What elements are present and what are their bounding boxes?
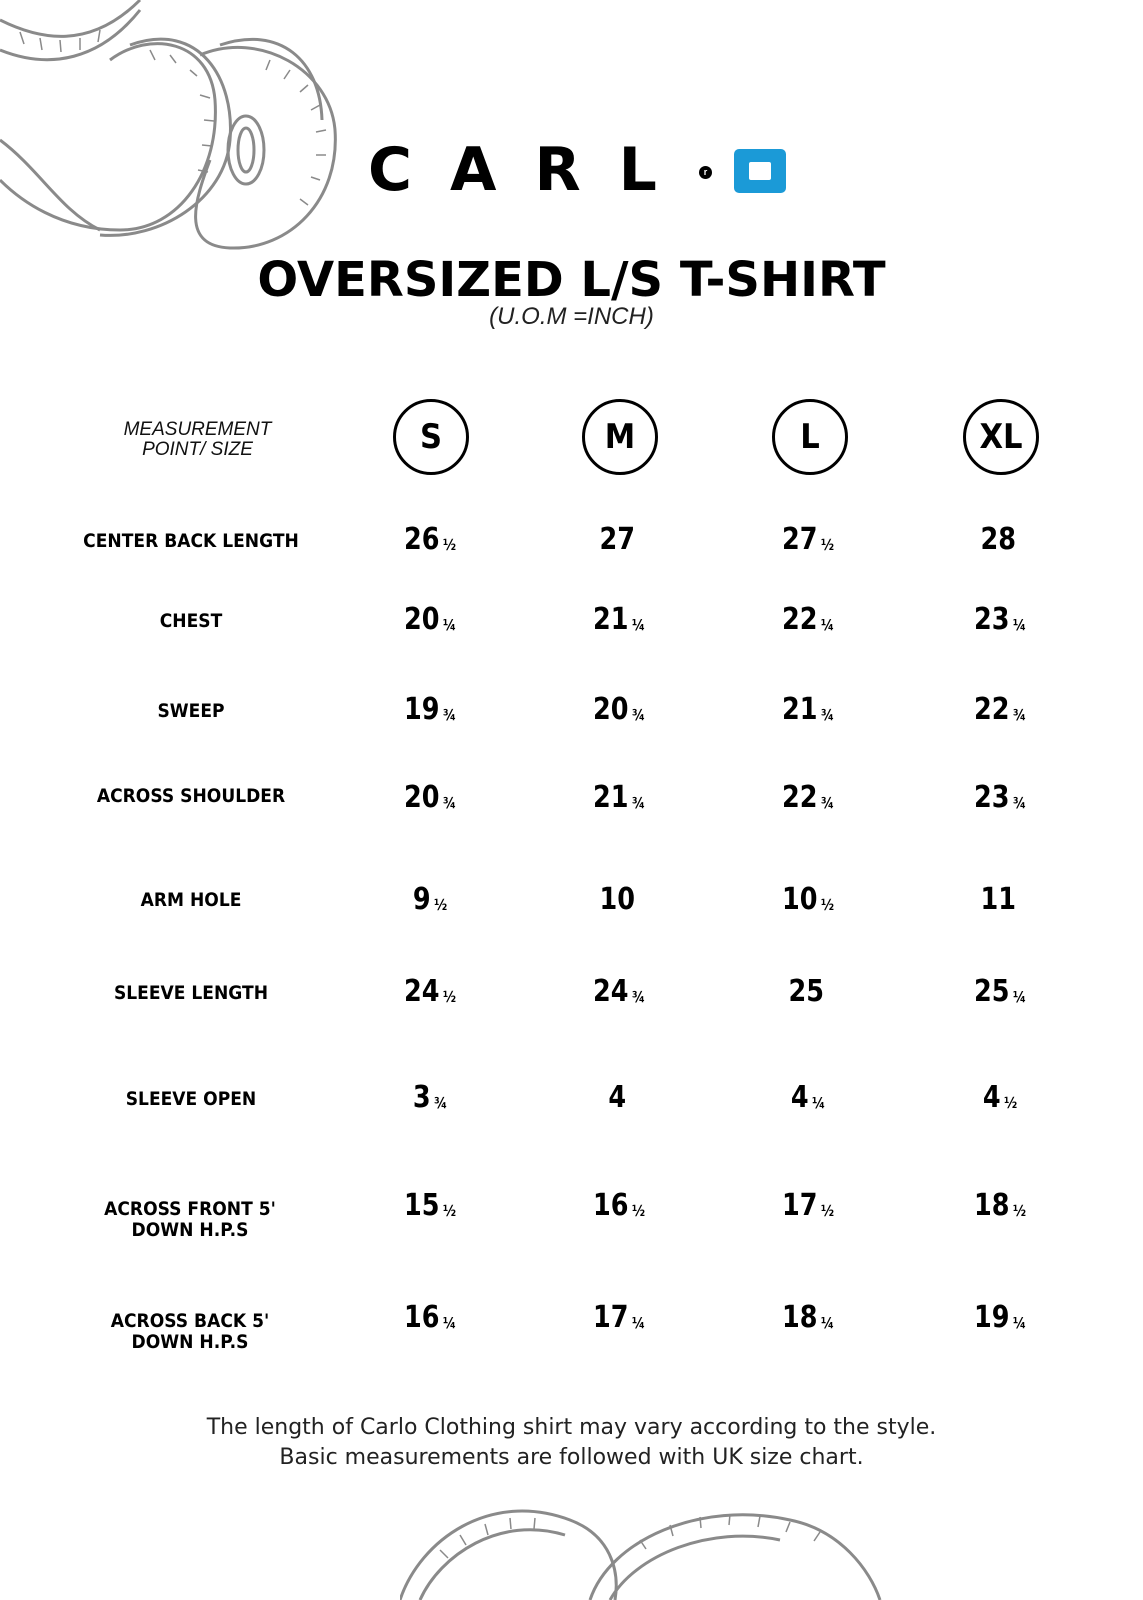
table-cell xyxy=(757,604,859,641)
cell-value: 4 xyxy=(790,1080,809,1115)
cell-value: 10 xyxy=(781,882,818,917)
cell-fraction: ½ xyxy=(631,1202,646,1220)
footer-line-1: The length of Carlo Clothing shirt may vary according to the style. xyxy=(206,1415,937,1440)
table-cell xyxy=(379,1082,481,1119)
cell-value: 20 xyxy=(403,602,440,637)
cell-value: 17 xyxy=(592,1300,629,1335)
cell-fraction: ¾ xyxy=(631,988,646,1006)
cell-value: 21 xyxy=(592,602,629,637)
cell-fraction: ½ xyxy=(820,536,835,554)
brand-logo-o-mark xyxy=(734,149,786,193)
cell-value: 10 xyxy=(599,882,636,917)
cell-fraction: ½ xyxy=(433,896,448,914)
cell-value: 26 xyxy=(403,522,440,557)
table-cell xyxy=(379,524,481,561)
table-cell xyxy=(757,782,859,819)
table-cell xyxy=(757,884,859,921)
cell-fraction: ½ xyxy=(442,536,457,554)
cell-value: 11 xyxy=(980,882,1017,917)
cell-value: 21 xyxy=(781,692,818,727)
cell-value: 27 xyxy=(599,522,636,557)
cell-fraction: ¼ xyxy=(1012,988,1027,1006)
row-label: ARM HOLE xyxy=(140,889,242,911)
cell-value: 20 xyxy=(592,692,629,727)
footer-note xyxy=(0,1413,1143,1473)
size-s-badge: S xyxy=(393,399,469,475)
cell-value: 22 xyxy=(781,602,818,637)
measurement-point-header: MEASUREMENT POINT/ SIZE xyxy=(123,419,272,460)
cell-fraction: ¾ xyxy=(442,706,457,724)
cell-value: 22 xyxy=(781,780,818,815)
table-cell xyxy=(757,524,859,561)
table-cell xyxy=(949,604,1051,641)
cell-fraction: ¾ xyxy=(1012,706,1027,724)
row-label: ACROSS SHOULDER xyxy=(96,785,286,807)
table-cell xyxy=(379,782,481,819)
cell-fraction: ½ xyxy=(1003,1094,1018,1112)
table-cell xyxy=(568,782,670,819)
cell-fraction: ¾ xyxy=(442,794,457,812)
footer-line-2: Basic measurements are followed with UK size chart. xyxy=(279,1445,864,1470)
table-cell xyxy=(757,694,859,731)
cell-fraction: ¾ xyxy=(1012,794,1027,812)
row-label: SWEEP xyxy=(157,700,225,722)
page-title: OVERSIZED L/S T-SHIRT xyxy=(257,252,886,308)
size-l-badge: L xyxy=(772,399,848,475)
size-m-badge: M xyxy=(582,399,658,475)
cell-fraction: ¼ xyxy=(811,1094,826,1112)
row-label: ACROSS FRONT 5' DOWN H.P.S xyxy=(104,1198,276,1241)
table-cell xyxy=(379,1302,481,1339)
cell-value: 4 xyxy=(608,1080,627,1115)
cell-value: 20 xyxy=(403,780,440,815)
table-cell xyxy=(568,884,670,921)
cell-value: 28 xyxy=(980,522,1017,557)
table-cell xyxy=(568,1190,670,1227)
cell-fraction: ¼ xyxy=(442,616,457,634)
table-cell xyxy=(949,1190,1051,1227)
cell-value: 17 xyxy=(781,1188,818,1223)
cell-fraction: ½ xyxy=(442,988,457,1006)
cell-value: 24 xyxy=(592,974,629,1009)
table-cell xyxy=(568,524,670,561)
brand-logo-dot: r xyxy=(699,166,712,179)
table-cell xyxy=(568,1082,670,1119)
cell-fraction: ¼ xyxy=(442,1314,457,1332)
row-label: CHEST xyxy=(159,610,223,632)
cell-value: 3 xyxy=(412,1080,431,1115)
table-cell xyxy=(757,1190,859,1227)
cell-value: 18 xyxy=(973,1188,1010,1223)
table-cell xyxy=(757,976,859,1013)
table-cell xyxy=(949,884,1051,921)
measuring-tape-illustration-bottom xyxy=(400,1500,900,1600)
cell-value: 16 xyxy=(592,1188,629,1223)
table-cell xyxy=(949,1082,1051,1119)
cell-fraction: ¼ xyxy=(1012,1314,1027,1332)
table-cell xyxy=(949,524,1051,561)
row-label: ACROSS BACK 5' DOWN H.P.S xyxy=(110,1310,270,1353)
cell-value: 27 xyxy=(781,522,818,557)
row-label: SLEEVE OPEN xyxy=(125,1088,257,1110)
cell-fraction: ¼ xyxy=(820,1314,835,1332)
cell-value: 18 xyxy=(781,1300,818,1335)
cell-value: 22 xyxy=(973,692,1010,727)
cell-value: 19 xyxy=(403,692,440,727)
cell-fraction: ¼ xyxy=(631,1314,646,1332)
cell-fraction: ¾ xyxy=(820,794,835,812)
row-label: SLEEVE LENGTH xyxy=(113,982,269,1004)
table-cell xyxy=(379,604,481,641)
table-cell xyxy=(757,1082,859,1119)
table-cell xyxy=(949,694,1051,731)
table-cell xyxy=(949,976,1051,1013)
table-cell xyxy=(379,884,481,921)
table-cell xyxy=(568,604,670,641)
unit-of-measure: (U.O.M =INCH) xyxy=(489,303,654,330)
cell-value: 19 xyxy=(973,1300,1010,1335)
cell-fraction: ¾ xyxy=(631,794,646,812)
table-cell xyxy=(949,1302,1051,1339)
cell-fraction: ½ xyxy=(442,1202,457,1220)
cell-fraction: ½ xyxy=(1012,1202,1027,1220)
cell-value: 21 xyxy=(592,780,629,815)
cell-value: 23 xyxy=(973,602,1010,637)
cell-fraction: ½ xyxy=(820,896,835,914)
cell-fraction: ¼ xyxy=(1012,616,1027,634)
brand-logo-letters: CARL xyxy=(368,135,695,205)
table-cell xyxy=(379,1190,481,1227)
cell-value: 4 xyxy=(982,1080,1001,1115)
table-cell xyxy=(949,782,1051,819)
table-cell xyxy=(568,976,670,1013)
cell-fraction: ¾ xyxy=(631,706,646,724)
cell-fraction: ¼ xyxy=(820,616,835,634)
measuring-tape-illustration xyxy=(0,0,345,260)
cell-fraction: ¾ xyxy=(820,706,835,724)
cell-value: 25 xyxy=(788,974,825,1009)
cell-value: 15 xyxy=(403,1188,440,1223)
table-cell xyxy=(568,694,670,731)
table-cell xyxy=(379,694,481,731)
cell-fraction: ¼ xyxy=(631,616,646,634)
table-cell xyxy=(379,976,481,1013)
table-cell xyxy=(568,1302,670,1339)
cell-value: 25 xyxy=(973,974,1010,1009)
cell-value: 16 xyxy=(403,1300,440,1335)
cell-fraction: ½ xyxy=(820,1202,835,1220)
table-cell xyxy=(757,1302,859,1339)
size-xl-badge: XL xyxy=(963,399,1039,475)
row-label: CENTER BACK LENGTH xyxy=(83,530,299,552)
cell-value: 24 xyxy=(403,974,440,1009)
cell-value: 23 xyxy=(973,780,1010,815)
cell-fraction: ¾ xyxy=(433,1094,448,1112)
cell-value: 9 xyxy=(412,882,431,917)
